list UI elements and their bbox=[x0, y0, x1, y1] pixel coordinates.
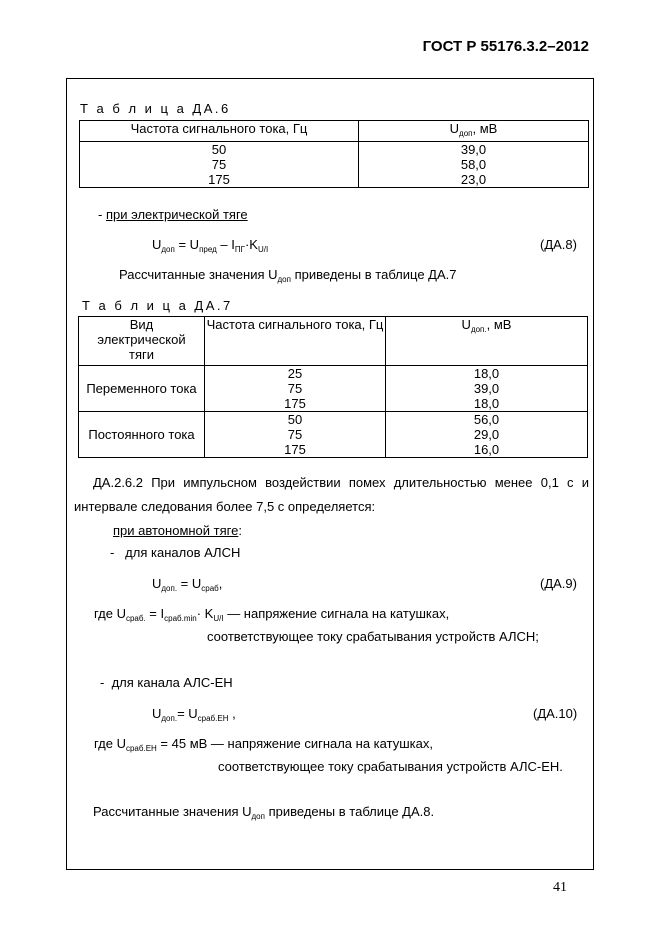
cell-value: 23,0 bbox=[460, 172, 487, 187]
table6-header-freq: Частота сигнального тока, Гц bbox=[80, 121, 359, 142]
table6-freq-cell bbox=[80, 142, 359, 188]
unit: , мВ bbox=[472, 121, 498, 136]
where-da9-line1: где $U_{сраб.} = I_{сраб.min}\cdot K_{U/I}$ — напряжение сигнала на катушках, bbox=[94, 606, 450, 623]
cell-value: 58,0 bbox=[460, 157, 487, 172]
cell-value: 175 bbox=[208, 172, 230, 187]
calc-text-da7: Рассчитанные значения $U_{доп}$ приведены в таблице ДА.7 bbox=[119, 267, 457, 284]
table7-header-freq: Частота сигнального тока, Гц bbox=[205, 317, 386, 366]
table7-group-name: Переменного тока bbox=[79, 366, 205, 412]
table7-header-type: Вид электрической тяги bbox=[79, 317, 205, 366]
symbol: U bbox=[449, 121, 460, 136]
table-row bbox=[80, 142, 589, 188]
subscript: доп bbox=[459, 129, 473, 138]
electric-traction-label: - при электрической тяге bbox=[98, 207, 248, 222]
table6-value-cell bbox=[359, 142, 589, 188]
formula-da10: $U_{доп.}= U_{сраб.ЕН}$ , bbox=[152, 706, 236, 723]
electric-traction-text: при электрической тяге bbox=[105, 207, 248, 222]
table-row bbox=[79, 412, 588, 458]
table-row bbox=[80, 121, 589, 142]
formula-number-da8: (ДА.8) bbox=[540, 237, 577, 252]
formula-da9: $U_{доп.} = U_{сраб}$, bbox=[152, 576, 223, 593]
table7-value-cell: 56,0 29,0 16,0 bbox=[386, 412, 588, 458]
cell-value: 39,0 bbox=[460, 142, 487, 157]
cell-value: 50 bbox=[211, 142, 227, 157]
where-da9-line2: соответствующее току срабатывания устройств АЛСН; bbox=[207, 629, 539, 644]
formula-da8: $U_{доп} = U_{пред} - I_{ПГ}\cdot K_{U/I}$ bbox=[152, 237, 269, 254]
alsn-label: - для каналов АЛСН bbox=[110, 545, 241, 560]
impulse-paragraph-line1: ДА.2.6.2 При импульсном воздействии помех длительностью менее 0,1 с и bbox=[93, 475, 589, 490]
table7-group-name: Постоянного тока bbox=[79, 412, 205, 458]
alsen-label: - для канала АЛС-ЕН bbox=[100, 675, 233, 690]
table7 bbox=[78, 316, 588, 458]
calc-text-da8: Рассчитанные значения $U_{доп}$ приведены в таблице ДА.8. bbox=[93, 804, 435, 821]
formula-number-da9: (ДА.9) bbox=[540, 576, 577, 591]
table-row bbox=[79, 317, 588, 366]
standard-number: ГОСТ Р 55176.3.2–2012 bbox=[422, 38, 589, 55]
table6-header-u bbox=[359, 121, 589, 142]
table6 bbox=[79, 120, 589, 188]
autonomous-traction-label: при автономной тяге: bbox=[113, 523, 242, 538]
cell-value: 75 bbox=[211, 157, 227, 172]
table-row bbox=[79, 366, 588, 412]
table7-caption: Т а б л и ц а ДА.7 bbox=[82, 298, 233, 313]
table7-value-cell: 18,0 39,0 18,0 bbox=[386, 366, 588, 412]
page-number: 41 bbox=[553, 880, 567, 895]
where-da10-line1: где $U_{сраб.ЕН} = 45$ мВ — напряжение сигнала на катушках, bbox=[94, 736, 433, 753]
table7-header-u: $U_{доп.}$, мВ bbox=[386, 317, 588, 366]
where-da10-line2: соответствующее току срабатывания устройств АЛС-ЕН. bbox=[218, 759, 563, 774]
table6-caption: Т а б л и ц а ДА.6 bbox=[80, 101, 231, 116]
formula-number-da10: (ДА.10) bbox=[533, 706, 578, 721]
table7-freq-cell: 25 75 175 bbox=[205, 366, 386, 412]
impulse-paragraph-line2: интервале следования более 7,5 с определяется: bbox=[74, 499, 376, 514]
table7-freq-cell: 50 75 175 bbox=[205, 412, 386, 458]
